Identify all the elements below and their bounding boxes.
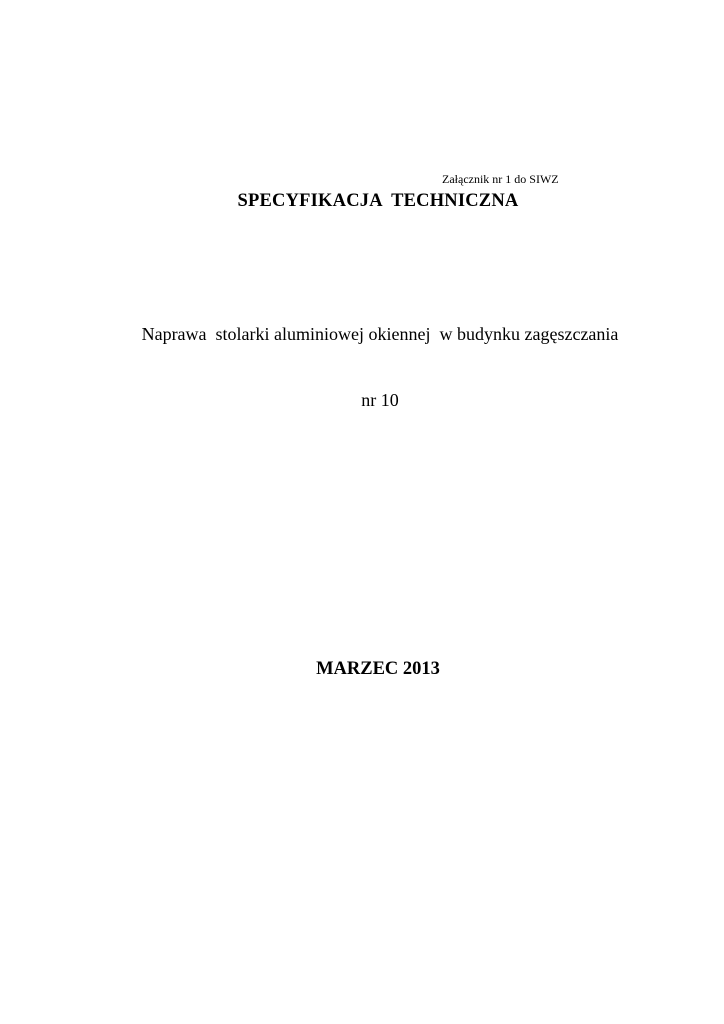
subject-line: nr 10 [361,390,399,410]
document-subject [110,279,650,455]
subject-line: Naprawa stolarki aluminiowej okiennej w budynku zagęszczania [141,324,619,344]
document-date: MARZEC 2013 [316,659,440,679]
attachment-note: Załącznik nr 1 do SIWZ [442,172,559,186]
document-title: SPECYFIKACJA TECHNICZNA [237,191,519,211]
